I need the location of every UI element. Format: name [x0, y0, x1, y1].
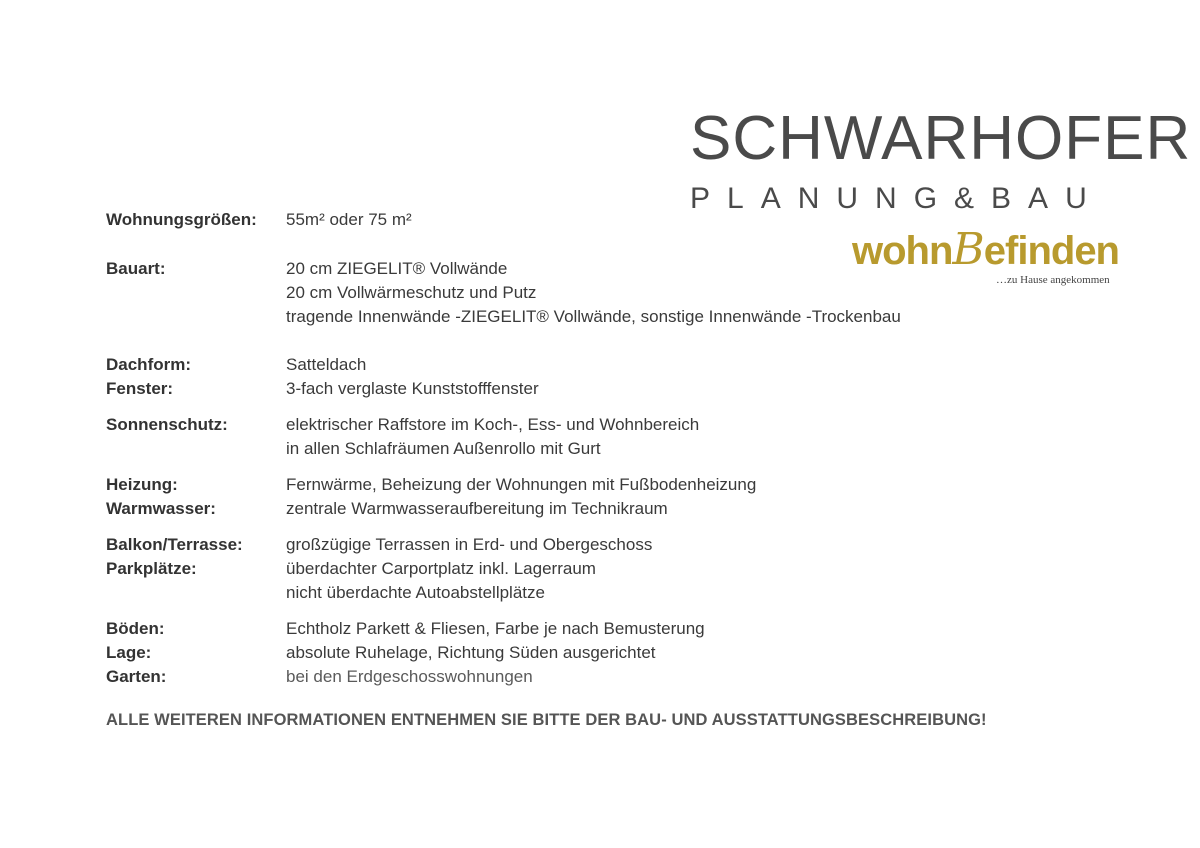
brand-prefix: wohn	[852, 229, 953, 273]
brand-logo	[852, 224, 1119, 275]
footer-note: ALLE WEITEREN INFORMATIONEN ENTNEHMEN SIE BITTE DER BAU- UND AUSSTATTUNGSBESCHREIBUNG!	[106, 711, 987, 729]
spec-value: absolute Ruhelage, Richtung Süden ausgerichtet	[286, 643, 656, 662]
spec-value: Satteldach	[286, 355, 367, 374]
spec-value: bei den Erdgeschosswohnungen	[286, 667, 533, 686]
spec-label: Parkplätze:	[106, 559, 197, 578]
spec-value: nicht überdachte Autoabstellplätze	[286, 583, 545, 602]
spec-value: 3-fach verglaste Kunststofffenster	[286, 379, 539, 398]
spec-value: in allen Schlafräumen Außenrollo mit Gurt	[286, 439, 601, 458]
spec-value: Fernwärme, Beheizung der Wohnungen mit Fußbodenheizung	[286, 475, 757, 494]
spec-value: tragende Innenwände -ZIEGELIT® Vollwände, sonstige Innenwände -Trockenbau	[286, 307, 901, 326]
spec-value: 55m² oder 75 m²	[286, 210, 412, 229]
spec-label: Wohnungsgrößen:	[106, 210, 257, 229]
spec-value: elektrischer Raffstore im Koch-, Ess- und Wohnbereich	[286, 415, 700, 434]
spec-value: großzügige Terrassen in Erd- und Obergeschoss	[286, 535, 653, 554]
spec-label: Dachform:	[106, 355, 192, 374]
spec-value: überdachter Carportplatz inkl. Lagerraum	[286, 559, 596, 578]
brand-suffix: efinden	[983, 229, 1119, 273]
spec-label: Bauart:	[106, 259, 166, 278]
spec-value: 20 cm Vollwärmeschutz und Putz	[286, 283, 537, 302]
brand-b: B	[952, 224, 984, 275]
spec-value: 20 cm ZIEGELIT® Vollwände	[286, 259, 508, 278]
company-logo	[690, 104, 1192, 215]
spec-label: Garten:	[106, 667, 167, 686]
brand-tagline: …zu Hause angekommen	[996, 274, 1110, 286]
spec-label: Fenster:	[106, 379, 174, 398]
spec-value: zentrale Warmwasseraufbereitung im Technikraum	[286, 499, 668, 518]
spec-label: Lage:	[106, 643, 152, 662]
spec-label: Warmwasser:	[106, 499, 216, 518]
company-name: SCHWARHOFER	[690, 104, 1192, 173]
company-subtitle: PLANUNG&BAU	[690, 182, 1104, 215]
spec-label: Balkon/Terrasse:	[106, 535, 243, 554]
spec-label: Sonnenschutz:	[106, 415, 228, 434]
spec-value: Echtholz Parkett & Fliesen, Farbe je nach Bemusterung	[286, 619, 705, 638]
spec-label: Böden:	[106, 619, 165, 638]
spec-label: Heizung:	[106, 475, 178, 494]
